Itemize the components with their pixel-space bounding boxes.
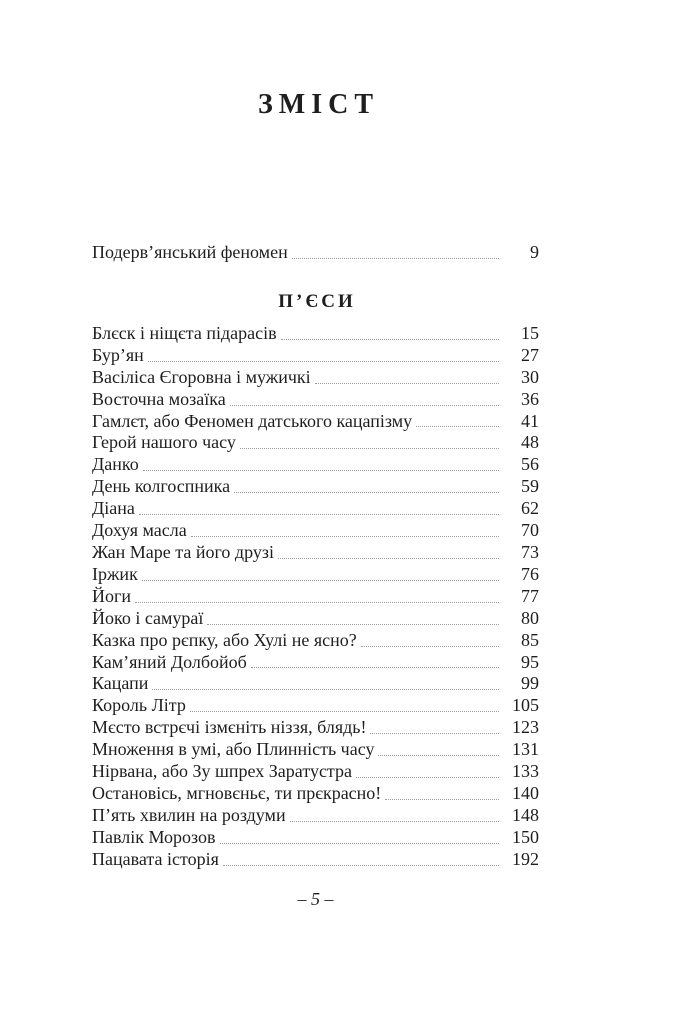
- toc-entry: [92, 673, 539, 695]
- entry-page-number: 85: [521, 629, 539, 650]
- toc-entry: [92, 695, 539, 717]
- entry-page-number: 123: [512, 717, 539, 738]
- entry-title: Кацапи: [92, 673, 149, 694]
- entry-title: Данко: [92, 454, 139, 475]
- toc-entry: [92, 783, 539, 805]
- toc-entry: [92, 498, 539, 520]
- entry-page-number: 131: [512, 739, 539, 760]
- entry-title: Іржик: [92, 563, 138, 584]
- entry-page-number: 59: [521, 476, 539, 497]
- entry-page-number: 15: [521, 322, 539, 343]
- entry-page-number: 48: [521, 432, 539, 453]
- entry-page-number: 80: [521, 607, 539, 628]
- toc-entry: [92, 454, 539, 476]
- entry-page-number: 105: [512, 695, 539, 716]
- entry-page-number: 41: [521, 410, 539, 431]
- entry-title: Герой нашого часу: [92, 432, 236, 453]
- leader-dots: [286, 805, 507, 827]
- entry-page-number: 62: [521, 498, 539, 519]
- entry-title: Діана: [92, 498, 135, 519]
- toc-entry: [92, 520, 539, 542]
- toc-entry: [92, 761, 539, 783]
- entry-title: Васіліса Єгоровна і мужичкі: [92, 366, 311, 387]
- leader-dots: [230, 476, 507, 498]
- toc-entry: [92, 389, 539, 411]
- leader-dots: [138, 564, 507, 586]
- leader-dots: [148, 673, 507, 695]
- entry-title: Мєсто встрєчі ізмєніть ніззя, блядь!: [92, 717, 367, 738]
- toc-entry: [92, 542, 539, 564]
- entry-page-number: 76: [521, 563, 539, 584]
- entry-page-number: 150: [512, 826, 539, 847]
- leader-dots: [357, 630, 507, 652]
- leader-dots: [311, 367, 507, 389]
- entry-page-number: 56: [521, 454, 539, 475]
- toc-entry: [92, 608, 539, 630]
- toc-entry: [92, 564, 539, 586]
- entry-page-number: 36: [521, 388, 539, 409]
- toc-entry: [92, 411, 539, 433]
- entry-title: Король Літр: [92, 695, 186, 716]
- toc-entry: [92, 630, 539, 652]
- toc-entry: [92, 432, 539, 454]
- leader-dots: [139, 454, 507, 476]
- entry-title: Нірвана, або Зу шпрех Заратустра: [92, 761, 353, 782]
- folio-page-number: – 5 –: [297, 888, 334, 909]
- entry-title: Кам’яний Долбойоб: [92, 651, 247, 672]
- entry-title: Подерв’янський феномен: [92, 242, 288, 262]
- leader-dots: [186, 695, 507, 717]
- toc-entry: [92, 586, 539, 608]
- entry-title: Жан Маре та його друзі: [92, 541, 274, 562]
- entry-page-number: 148: [512, 804, 539, 825]
- leader-dots: [187, 520, 507, 542]
- page-title: ЗМІСТ: [258, 89, 379, 120]
- toc-entry: [92, 717, 539, 739]
- leader-dots: [274, 542, 507, 564]
- entry-title: Дохуя масла: [92, 520, 187, 541]
- entry-page-number: 99: [521, 673, 539, 694]
- leader-dots: [236, 432, 507, 454]
- toc-entry: [92, 805, 539, 827]
- toc-entry: [92, 323, 539, 345]
- entry-page-number: 140: [512, 782, 539, 803]
- toc-entry: [92, 652, 539, 674]
- leader-dots: [366, 717, 507, 739]
- leader-dots: [203, 608, 507, 630]
- toc-entry: [92, 345, 539, 367]
- entry-page-number: 73: [521, 541, 539, 562]
- entry-page-number: 30: [521, 366, 539, 387]
- toc-entry: [92, 242, 539, 264]
- leader-dots: [381, 783, 507, 805]
- toc-entry: [92, 827, 539, 849]
- entry-page-number: 27: [521, 344, 539, 365]
- leader-dots: [131, 586, 507, 608]
- leader-dots: [135, 498, 507, 520]
- entry-title: Пацавата історія: [92, 848, 219, 869]
- toc-entry: [92, 849, 539, 871]
- entry-title: День колгоспника: [92, 476, 231, 497]
- leader-dots: [374, 739, 507, 761]
- toc-entry: [92, 476, 539, 498]
- entry-page-number: 95: [521, 651, 539, 672]
- toc-entry: [92, 739, 539, 761]
- leader-dots: [219, 849, 507, 871]
- entry-title: Казка про рєпку, або Хулі не ясно?: [92, 629, 357, 650]
- leader-dots: [412, 411, 507, 433]
- leader-dots: [144, 345, 507, 367]
- entry-page-number: 77: [521, 585, 539, 606]
- leader-dots: [216, 827, 507, 849]
- entry-title: П’ять хвилин на роздуми: [92, 804, 286, 825]
- entry-title: Йоги: [92, 585, 132, 606]
- entry-title: Павлік Морозов: [92, 826, 216, 847]
- leader-dots: [277, 323, 507, 345]
- entry-title: Гамлєт, або Феномен датського кацапізму: [92, 410, 413, 431]
- entry-title: Восточна мозаїка: [92, 388, 226, 409]
- toc-entry: [92, 367, 539, 389]
- entry-page-number: 9: [530, 242, 539, 262]
- entry-title: Бур’ян: [92, 344, 144, 365]
- entry-title: Множення в умі, або Плинність часу: [92, 739, 375, 760]
- entry-title: Йоко і самураї: [92, 607, 204, 628]
- leader-dots: [288, 242, 507, 264]
- entry-page-number: 192: [512, 848, 539, 869]
- leader-dots: [247, 652, 507, 674]
- toc-list: [92, 323, 539, 871]
- entry-page-number: 70: [521, 520, 539, 541]
- entry-page-number: 133: [512, 761, 539, 782]
- entry-title: Блєск і ніщєта підарасів: [92, 322, 277, 343]
- leader-dots: [352, 761, 507, 783]
- section-heading: П’ЄСИ: [278, 290, 356, 312]
- entry-title: Остановісь, мгновєньє, ти прєкрасно!: [92, 782, 382, 803]
- leader-dots: [226, 389, 507, 411]
